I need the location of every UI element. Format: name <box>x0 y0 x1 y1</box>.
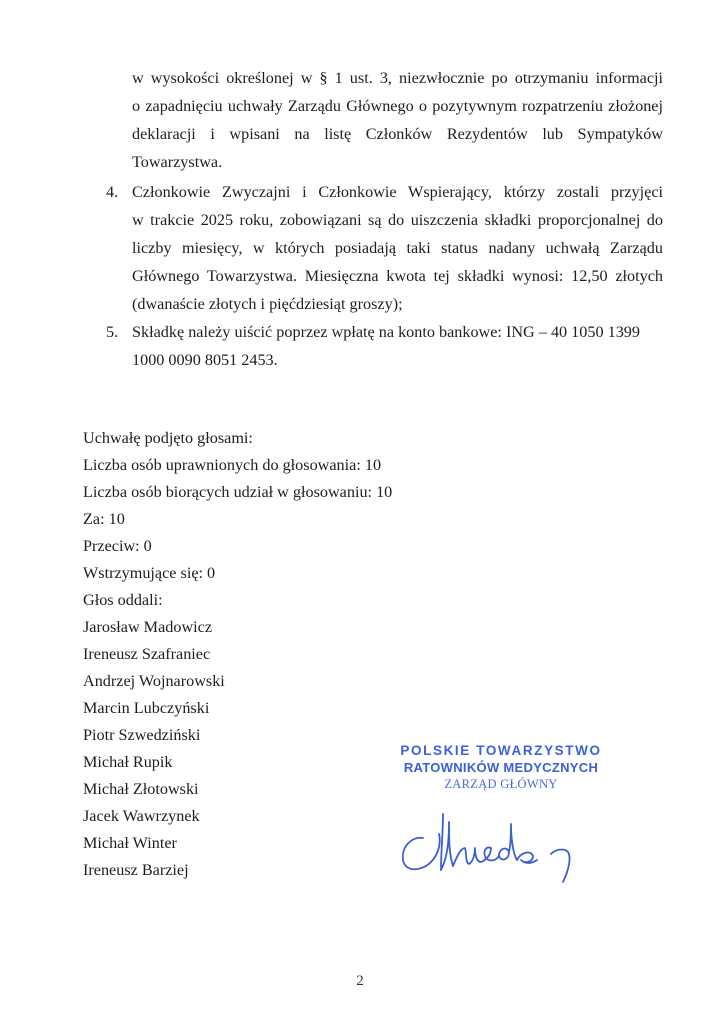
list-item-line: liczby miesięcy, w których posiadają taki status nadany uchwałą Zarządu <box>132 239 663 257</box>
signature-stroke <box>517 853 537 863</box>
signature-stroke <box>441 814 443 870</box>
continuation-line-2: o zapadnięciu uchwały Zarządu Głównego o pozytywnym rozpatrzeniu złożonej <box>132 97 663 115</box>
voting-against: Przeciw: 0 <box>83 537 152 555</box>
voter-name: Jarosław Madowicz <box>83 618 213 636</box>
voting-heading: Uchwałę podjęto głosami: <box>83 429 253 447</box>
continuation-line-4: Towarzystwa. <box>132 153 223 171</box>
voter-name: Michał Rupik <box>83 753 173 771</box>
list-item-number: 4. <box>106 183 119 201</box>
voter-name: Andrzej Wojnarowski <box>83 672 225 690</box>
list-item-line: 1000 0090 8051 2453. <box>132 351 278 369</box>
continuation-line-3: deklaracji i wpisani na listę Członków Rezydentów lub Sympatyków <box>132 125 663 143</box>
handwritten-signature <box>395 808 595 888</box>
voting-eligible: Liczba osób uprawnionych do głosowania: 10 <box>83 456 382 474</box>
stamp-line-3: ZARZĄD GŁÓWNY <box>444 777 558 791</box>
list-item-line: Składkę należy uiścić poprzez wpłatę na konto bankowe: ING – 40 1050 1399 <box>132 323 640 341</box>
page-number: 2 <box>356 973 364 989</box>
voting-participating: Liczba osób biorących udział w głosowaniu: 10 <box>83 483 393 501</box>
list-item-line: Członkowie Zwyczajni i Członkowie Wspierający, którzy zostali przyjęci <box>132 183 663 201</box>
organization-stamp <box>383 742 619 792</box>
signature-stroke <box>453 847 499 866</box>
list-item-line: Głównego Towarzystwa. Miesięczna kwota tej składki wynosi: 12,50 złotych <box>132 267 663 285</box>
list-item-line: (dwanaście złotych i pięćdziesiąt groszy); <box>132 295 403 313</box>
stamp-line-2: RATOWNIKÓW MEDYCZNYCH <box>403 760 599 775</box>
voter-name: Ireneusz Szafraniec <box>83 645 211 663</box>
continuation-line-1: w wysokości określonej w § 1 ust. 3, niezwłocznie po otrzymaniu informacji <box>132 69 663 87</box>
signature-stroke <box>551 850 570 883</box>
voter-name: Michał Złotowski <box>83 780 199 798</box>
stamp-line-1: POLSKIE TOWARZYSTWO <box>400 743 602 758</box>
list-item-line: w trakcie 2025 roku, zobowiązani są do uiszczenia składki proporcjonalnej do <box>132 211 663 229</box>
voter-name: Piotr Szwedziński <box>83 726 201 744</box>
voter-name: Ireneusz Barziej <box>83 861 189 879</box>
signature-stroke <box>499 824 517 860</box>
voter-name: Michał Winter <box>83 834 177 852</box>
voters-heading: Głos oddali: <box>83 591 163 609</box>
signature-stroke <box>403 834 440 869</box>
list-item-number: 5. <box>106 323 119 341</box>
voting-abstained: Wstrzymujące się: 0 <box>83 564 216 582</box>
voter-name: Jacek Wawrzynek <box>83 807 200 825</box>
voting-for: Za: 10 <box>83 510 125 528</box>
voter-name: Marcin Lubczyński <box>83 699 210 717</box>
